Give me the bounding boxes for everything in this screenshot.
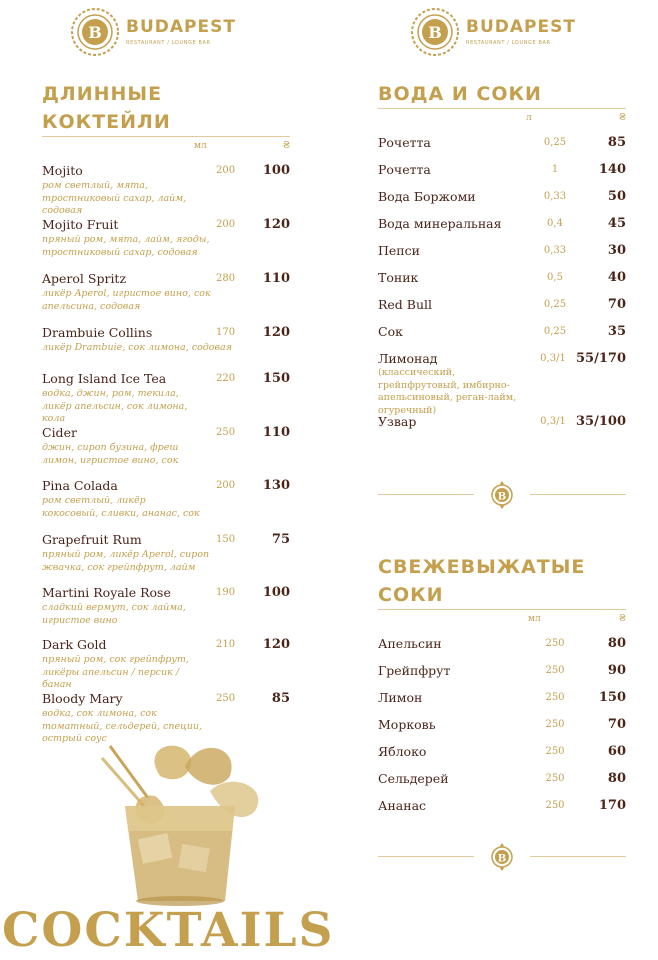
item-volume: 0,4 [547, 218, 563, 229]
item-volume: 250 [216, 693, 236, 704]
menu-item [42, 637, 290, 692]
item-name: Яблоко [378, 744, 427, 759]
brand-name: BUDAPEST [466, 17, 576, 37]
menu-item [42, 478, 290, 520]
item-volume: 250 [545, 692, 565, 703]
ornamental-divider [378, 842, 626, 872]
item-name: Сельдерей [378, 771, 449, 786]
item-name: Long Island Ice Tea [42, 371, 167, 386]
menu-item [378, 297, 626, 312]
menu-item [378, 771, 626, 786]
item-name: Тоник [378, 270, 419, 285]
item-description: ликёр Drambuie, сок лимона, содовая [42, 342, 233, 353]
item-volume: 0,25 [543, 299, 567, 310]
cocktails-heading: COCKTAILS [2, 903, 335, 958]
ornamental-divider [378, 480, 626, 510]
item-name: Bloody Mary [42, 691, 123, 706]
item-volume: 190 [216, 587, 236, 598]
menu-item [378, 189, 626, 204]
item-volume: 0,33 [543, 191, 567, 202]
item-name: Red Bull [378, 297, 433, 312]
item-price: 45 [607, 216, 626, 231]
item-description: ром светлый, ликёр кокосовый, сливки, ананас, сок [42, 495, 200, 519]
item-name: Рочетта [378, 162, 431, 177]
item-name: Вода минеральная [378, 216, 502, 231]
menu-item [42, 163, 290, 218]
menu-item [378, 717, 626, 732]
menu-item [378, 324, 626, 339]
item-description: пряный ром, ликёр Aperol, сироп жвачка, сок грейпфрут, лайм [42, 549, 210, 573]
menu-item [378, 216, 626, 231]
item-price: 80 [607, 636, 626, 651]
item-description: пряный ром, сок грейпфрут, ликёры апельсин / персик / банан [42, 654, 189, 690]
item-volume: 0,33 [543, 245, 567, 256]
svg-text:B: B [497, 853, 507, 865]
item-volume: 0,3/1 [540, 416, 566, 427]
item-name: Mojito [42, 163, 83, 178]
item-name: Aperol Spritz [42, 271, 127, 286]
volume-header: л [526, 113, 532, 123]
item-description: ликёр Aperol, игристое вино, сок апельсина, содовая [42, 288, 211, 312]
column-headers [378, 610, 626, 628]
item-volume: 0,25 [543, 137, 567, 148]
svg-text:B: B [497, 491, 507, 503]
item-volume: 250 [216, 427, 236, 438]
item-volume: 280 [216, 273, 236, 284]
monogram-emblem-icon [70, 7, 120, 57]
item-name: Апельсин [378, 636, 442, 651]
item-description: сладкий вермут, сок лайма, игристое вино [42, 602, 186, 626]
item-price: 120 [262, 325, 290, 340]
item-description: ром светлый, мята, тростниковый сахар, лайм, содовая [42, 180, 187, 216]
volume-header: мл [528, 614, 541, 624]
item-price: 170 [598, 798, 626, 813]
item-name: Pina Colada [42, 478, 118, 493]
menu-item [378, 162, 626, 177]
menu-item [378, 270, 626, 285]
item-price: 85 [271, 691, 290, 706]
menu-item [378, 243, 626, 258]
item-volume: 0,3/1 [540, 353, 566, 364]
item-name: Сок [378, 324, 403, 339]
item-name: Dark Gold [42, 637, 107, 652]
item-price: 150 [598, 690, 626, 705]
menu-item [42, 217, 290, 259]
menu-item [378, 135, 626, 150]
item-description: пряный ром, мята, лайм, ягоды, тростниковый сахар, содовая [42, 234, 210, 258]
menu-item [42, 371, 290, 426]
item-price: 30 [607, 243, 626, 258]
item-price: 120 [262, 217, 290, 232]
item-price: 85 [607, 135, 626, 150]
menu-item [378, 690, 626, 705]
price-header: ₴ [618, 614, 626, 624]
menu-item [378, 351, 626, 417]
item-volume: 200 [216, 219, 236, 230]
item-volume: 1 [551, 164, 559, 175]
menu-item [42, 585, 290, 627]
item-name: Вода Боржоми [378, 189, 476, 204]
item-volume: 0,5 [547, 272, 563, 283]
menu-item [42, 271, 290, 313]
monogram-ornament-icon [482, 480, 522, 510]
item-name: Ананас [378, 798, 427, 813]
item-name: Рочетта [378, 135, 431, 150]
monogram-emblem-icon [410, 7, 460, 57]
menu-item [42, 325, 290, 355]
section-title: СВЕЖЕВЫЖАТЫЕ СОКИ [378, 556, 586, 606]
item-volume: 250 [545, 773, 565, 784]
column-headers [378, 109, 626, 127]
item-price: 60 [607, 744, 626, 759]
item-name: Лимонад [378, 351, 438, 366]
item-price: 35/100 [576, 414, 626, 429]
item-description: водка, джин, ром, текила, ликёр апельсин, сок лимона, кола [42, 388, 188, 424]
brand-tagline: RESTAURANT / LOUNGE BAR [466, 40, 551, 46]
menu-item [378, 636, 626, 651]
item-price: 100 [262, 163, 290, 178]
item-volume: 250 [545, 800, 565, 811]
item-price: 40 [607, 270, 626, 285]
item-name: Лимон [378, 690, 423, 705]
item-price: 35 [607, 324, 626, 339]
item-description: водка, сок лимона, сок томатный, сельдерей, специи, острый соус [42, 708, 203, 744]
menu-item [378, 414, 626, 429]
item-name: Грейпфрут [378, 663, 451, 678]
item-name: Drambuie Collins [42, 325, 153, 340]
menu-item [42, 532, 290, 574]
item-name: Морковь [378, 717, 436, 732]
item-volume: 200 [216, 480, 236, 491]
item-volume: 250 [545, 719, 565, 730]
item-volume: 0,25 [543, 326, 567, 337]
item-price: 55/170 [576, 351, 626, 366]
item-price: 90 [607, 663, 626, 678]
column-headers [42, 137, 290, 155]
item-volume: 170 [216, 327, 236, 338]
section-title: ДЛИННЫЕ КОКТЕЙЛИ [42, 83, 171, 133]
item-price: 120 [262, 637, 290, 652]
item-name: Пепси [378, 243, 420, 258]
item-price: 150 [262, 371, 290, 386]
item-price: 130 [262, 478, 290, 493]
item-volume: 250 [545, 665, 565, 676]
item-description: (классический, грейпфрутовый, имбирно-апельсиновый, реган-лайм, огуречный) [378, 367, 517, 416]
item-price: 70 [607, 297, 626, 312]
item-price: 110 [262, 271, 290, 286]
item-volume: 250 [545, 746, 565, 757]
item-volume: 210 [216, 639, 236, 650]
item-price: 70 [607, 717, 626, 732]
item-name: Cider [42, 425, 77, 440]
menu-item [42, 425, 290, 467]
item-name: Grapefruit Rum [42, 532, 142, 547]
item-description: джин, сироп бузина, фреш лимон, игристое вино, сок [42, 442, 179, 466]
monogram-ornament-icon [482, 842, 522, 872]
item-name: Mojito Fruit [42, 217, 119, 232]
item-price: 100 [262, 585, 290, 600]
item-price: 80 [607, 771, 626, 786]
item-name: Узвар [378, 414, 417, 429]
svg-text:B: B [88, 23, 102, 42]
long-cocktails-section [42, 80, 290, 744]
water-juices-section [378, 80, 626, 429]
item-price: 75 [271, 532, 290, 547]
cocktail-glass-illustration [100, 736, 270, 906]
item-volume: 200 [216, 165, 236, 176]
volume-header: мл [194, 141, 207, 151]
brand-logo-left [70, 4, 236, 60]
svg-text:B: B [428, 23, 442, 42]
item-volume: 250 [545, 638, 565, 649]
item-price: 50 [607, 189, 626, 204]
fresh-juices-section [378, 553, 626, 813]
item-volume: 220 [216, 373, 236, 384]
item-volume: 150 [216, 534, 236, 545]
price-header: ₴ [282, 141, 290, 151]
menu-item [378, 663, 626, 678]
menu-item [378, 744, 626, 759]
menu-item [378, 798, 626, 813]
item-price: 110 [262, 425, 290, 440]
brand-tagline: RESTAURANT / LOUNGE BAR [126, 40, 211, 46]
section-title: ВОДА И СОКИ [378, 83, 542, 105]
brand-logo-right [410, 4, 576, 60]
brand-name: BUDAPEST [126, 17, 236, 37]
item-name: Martini Royale Rose [42, 585, 171, 600]
price-header: ₴ [618, 113, 626, 123]
item-price: 140 [598, 162, 626, 177]
